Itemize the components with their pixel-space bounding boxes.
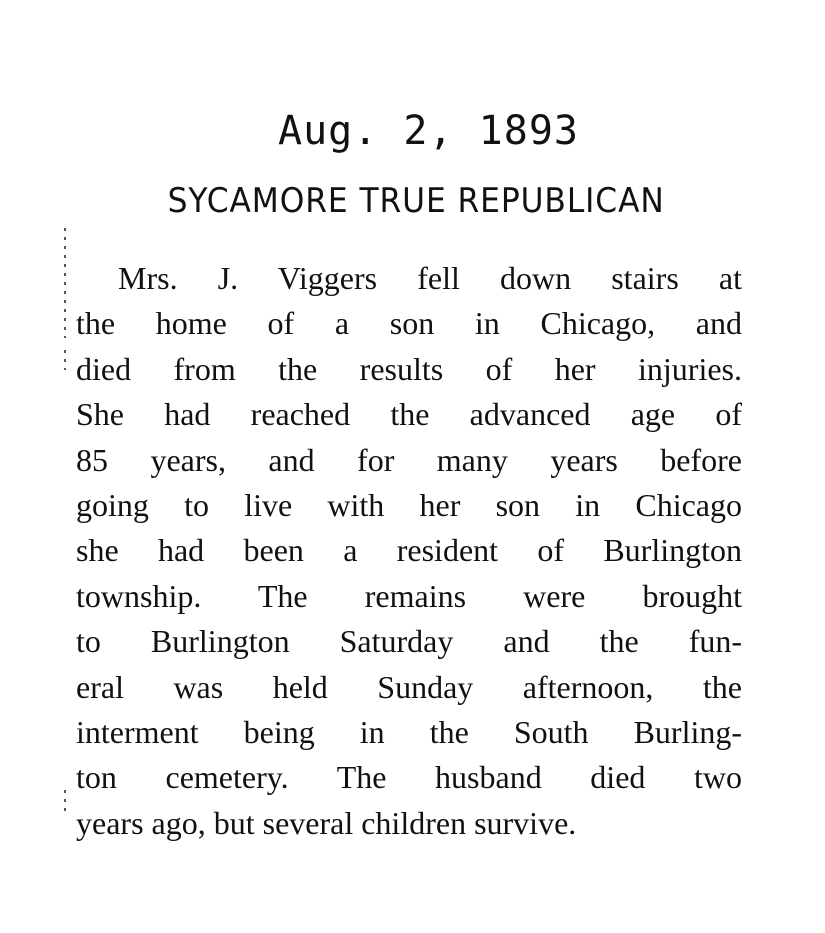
article-line: years ago, but several children survive.: [76, 804, 577, 841]
clipping-date: Aug. 2, 1893: [278, 108, 579, 154]
article-line: ton cemetery. The husband died two: [76, 759, 742, 796]
margin-mark: [64, 790, 66, 812]
article-line: Mrs. J. Viggers fell down stairs at: [118, 260, 742, 296]
article-line: to Burlington Saturday and the fun-: [76, 623, 742, 660]
article-line: 85 years, and for many years before: [76, 441, 742, 478]
article-line: township. The remains were brought: [76, 577, 742, 614]
article-line: She had reached the advanced age of: [76, 396, 742, 433]
article-line: the home of a son in Chicago, and: [76, 305, 742, 342]
article-line: died from the results of her injuries.: [76, 350, 742, 387]
newspaper-name: SYCAMORE TRUE REPUBLICAN: [167, 181, 665, 221]
article-body: [76, 256, 742, 846]
article-line: going to live with her son in Chicago: [76, 486, 742, 523]
article-line: interment being in the South Burling-: [76, 713, 742, 750]
article-line: she had been a resident of Burlington: [76, 532, 742, 569]
margin-mark: [64, 350, 66, 370]
margin-mark: [64, 228, 66, 338]
article-line: eral was held Sunday afternoon, the: [76, 668, 742, 705]
